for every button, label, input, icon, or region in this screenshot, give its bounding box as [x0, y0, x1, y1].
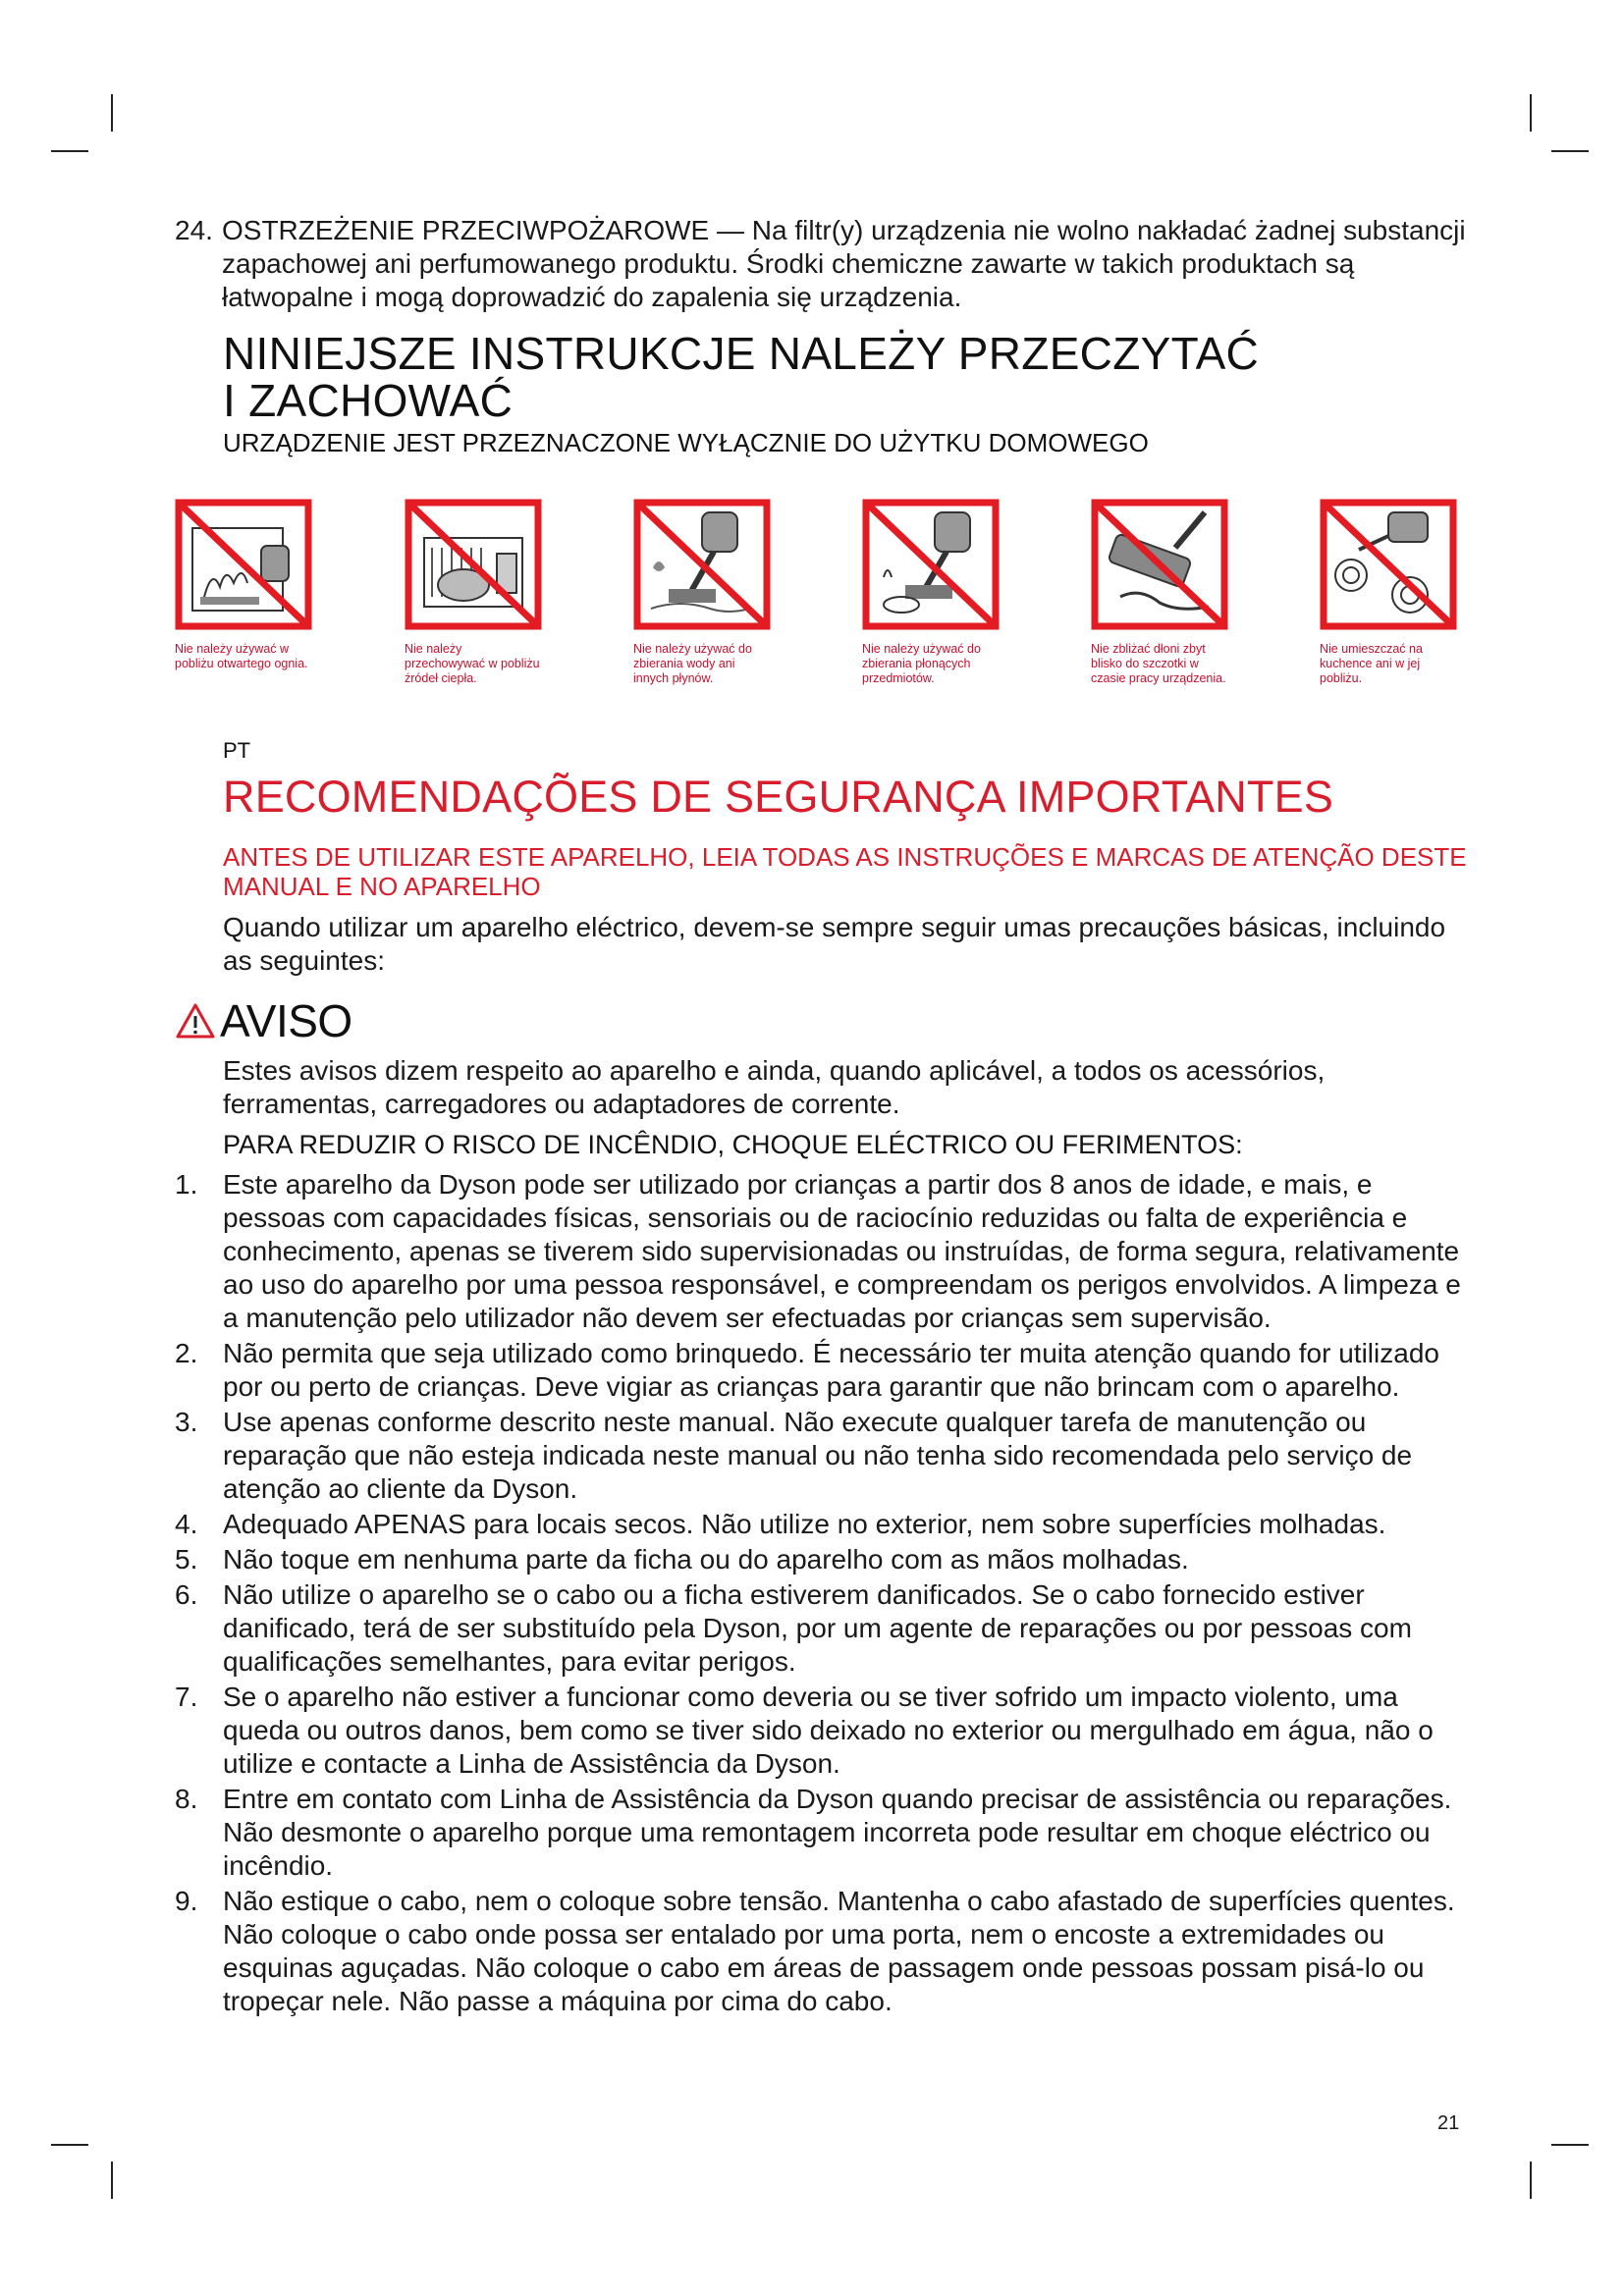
polish-subheading: URZĄDZENIE JEST PRZEZNACZONE WYŁĄCZNIE DO UŻYTKU DOMOWEGO	[223, 428, 1149, 457]
icon-card	[175, 499, 312, 671]
icon-card	[405, 499, 542, 686]
list-item-text: Não estique o cabo, nem o coloque sobre tensão. Mantenha o cabo afastado de superfícies quentes. Não coloque o cabo onde possa ser entalado por uma porta, nem o encoste a extremidades ou esquinas aguçadas. Não coloque o cabo em áreas de passagem onde pessoas possam pisá-lo ou tropeçar nele. Não passe a máquina por cima do cabo.	[223, 1886, 1455, 2016]
crop-mark	[111, 2162, 113, 2199]
list-item-number: 1.	[175, 1169, 198, 1200]
warning-triangle-icon	[175, 1002, 216, 1040]
page-number: 21	[1437, 2112, 1460, 2134]
polish-heading-line2: I ZACHOWAĆ	[223, 375, 514, 426]
icon-card	[1320, 499, 1457, 686]
icon-card	[862, 499, 1000, 686]
crop-mark	[1551, 150, 1589, 152]
list-item-number: 7.	[175, 1682, 198, 1712]
list-item	[175, 1783, 1481, 1883]
list-item	[175, 1578, 1481, 1679]
polish-item-24	[175, 214, 1471, 314]
list-item-number: 5.	[175, 1544, 198, 1575]
polish-heading	[223, 330, 1259, 424]
list-item	[175, 1681, 1481, 1781]
section-intro: Quando utilizar um aparelho eléctrico, devem-se sempre seguir umas precauções básicas, incluindo as seguintes:	[223, 912, 1446, 976]
warning-description: Estes avisos dizem respeito ao aparelho e ainda, quando aplicável, a todos os acessórios, ferramentas, carregadores ou adaptadores de corrente.	[223, 1055, 1326, 1119]
list-item-number: 9.	[175, 1886, 198, 1916]
list-item-text: Se o aparelho não estiver a funcionar como deveria ou se tiver sofrido um impacto violento, uma queda ou outros danos, bem como se tiver sido deixado no exterior ou mergulhado em água, não o utilize e contacte a Linha de Assistência da Dyson.	[223, 1682, 1434, 1779]
list-item-number: 6.	[175, 1579, 198, 1610]
no-burning-objects-icon	[862, 499, 1000, 630]
section-title: RECOMENDAÇÕES DE SEGURANÇA IMPORTANTES	[223, 772, 1334, 822]
warning-icons-row	[175, 499, 1490, 695]
list-item	[175, 1168, 1481, 1335]
no-water-icon	[633, 499, 771, 630]
section-subtitle: ANTES DE UTILIZAR ESTE APARELHO, LEIA TODAS AS INSTRUÇÕES E MARCAS DE ATENÇÃO DESTE MANUAL E NO APARELHO	[223, 842, 1467, 901]
list-item-number: 8.	[175, 1784, 198, 1814]
icon-caption: Nie umieszczać na kuchence ani w jej pobliżu.	[1320, 642, 1423, 685]
icon-caption: Nie należy używać do zbierania płonących przedmiotów.	[862, 642, 981, 685]
no-open-fire-icon	[175, 499, 312, 630]
warning-heading	[175, 993, 352, 1048]
list-item-text: Não toque em nenhuma parte da ficha ou do aparelho com as mãos molhadas.	[223, 1544, 1189, 1575]
list-item-number: 3.	[175, 1407, 198, 1437]
crop-mark	[111, 94, 113, 132]
icon-caption: Nie należy przechowywać w pobliżu źródeł ciepła.	[405, 642, 540, 685]
crop-mark	[1551, 2144, 1589, 2146]
crop-mark	[1530, 94, 1532, 132]
list-item-text: Não permita que seja utilizado como brinquedo. É necessário ter muita atenção quando for utilizado por ou perto de crianças. Deve vigiar as crianças para garantir que não brincam com o aparelho.	[223, 1338, 1439, 1402]
no-hands-near-brush-icon	[1091, 499, 1228, 630]
icon-card	[1091, 499, 1228, 686]
polish-heading-line1: NINIEJSZE INSTRUKCJE NALEŻY PRZECZYTAĆ	[223, 328, 1260, 379]
crop-mark	[51, 2144, 88, 2146]
icon-caption: Nie zbliżać dłoni zbyt blisko do szczotki w czasie pracy urządzenia.	[1091, 642, 1226, 685]
crop-mark	[51, 150, 88, 152]
list-item-text: Entre em contato com Linha de Assistência da Dyson quando precisar de assistência ou reparações. Não desmonte o aparelho porque uma remontagem incorreta pode resultar em choque eléctrico ou incêndio.	[223, 1784, 1452, 1881]
list-item-text: Adequado APENAS para locais secos. Não utilize no exterior, nem sobre superfícies molhadas.	[223, 1509, 1386, 1539]
risk-heading: PARA REDUZIR O RISCO DE INCÊNDIO, CHOQUE ELÉCTRICO OU FERIMENTOS:	[223, 1130, 1243, 1159]
list-item-number: 2.	[175, 1338, 198, 1368]
icon-card	[633, 499, 771, 686]
list-item	[175, 1406, 1481, 1506]
list-item-text: Este aparelho da Dyson pode ser utilizado por crianças a partir dos 8 anos de idade, e mais, e pessoas com capacidades físicas, sensoriais ou de raciocínio reduzidas ou falta de experiência e conhecimento, apenas se tiverem sido supervisionadas ou instruídas, de forma segura, relativamente ao uso do aparelho por uma pessoa responsável, e compreendam os perigos envolvidos. A limpeza e a manutenção pelo utilizador não devem ser efectuadas por crianças sem supervisão.	[223, 1169, 1461, 1333]
safety-list	[175, 1168, 1481, 2020]
icon-caption: Nie należy używać w pobliżu otwartego ognia.	[175, 642, 308, 670]
icon-caption: Nie należy używać do zbierania wody ani innych płynów.	[633, 642, 752, 685]
crop-mark	[1530, 2162, 1532, 2199]
language-code: PT	[223, 738, 251, 763]
list-item	[175, 1508, 1481, 1541]
no-kitchen-stove-icon	[1320, 499, 1457, 630]
item-number: 24.	[175, 215, 213, 245]
list-item	[175, 1337, 1481, 1404]
list-item-text: Use apenas conforme descrito neste manual. Não execute qualquer tarefa de manutenção ou reparação que não esteja indicada neste manual ou não tenha sido recomendada pelo serviço de atenção ao cliente da Dyson.	[223, 1407, 1413, 1504]
list-item	[175, 1543, 1481, 1576]
no-heat-source-icon	[405, 499, 542, 630]
item-text: OSTRZEŻENIE PRZECIWPOŻAROWE — Na filtr(y) urządzenia nie wolno nakładać żadnej substancji zapachowej ani perfumowanego produktu. Środki chemiczne zawarte w takich produktach są łatwopalne i mogą doprowadzić do zapalenia się urządzenia.	[222, 215, 1466, 312]
list-item	[175, 1885, 1481, 2018]
warning-label: AVISO	[220, 995, 352, 1046]
list-item-text: Não utilize o aparelho se o cabo ou a ficha estiverem danificados. Se o cabo fornecido estiver danificado, terá de ser substituído pela Dyson, por um agente de reparações ou por pessoas com qualificações semelhantes, para evitar perigos.	[223, 1579, 1412, 1677]
list-item-number: 4.	[175, 1509, 198, 1539]
